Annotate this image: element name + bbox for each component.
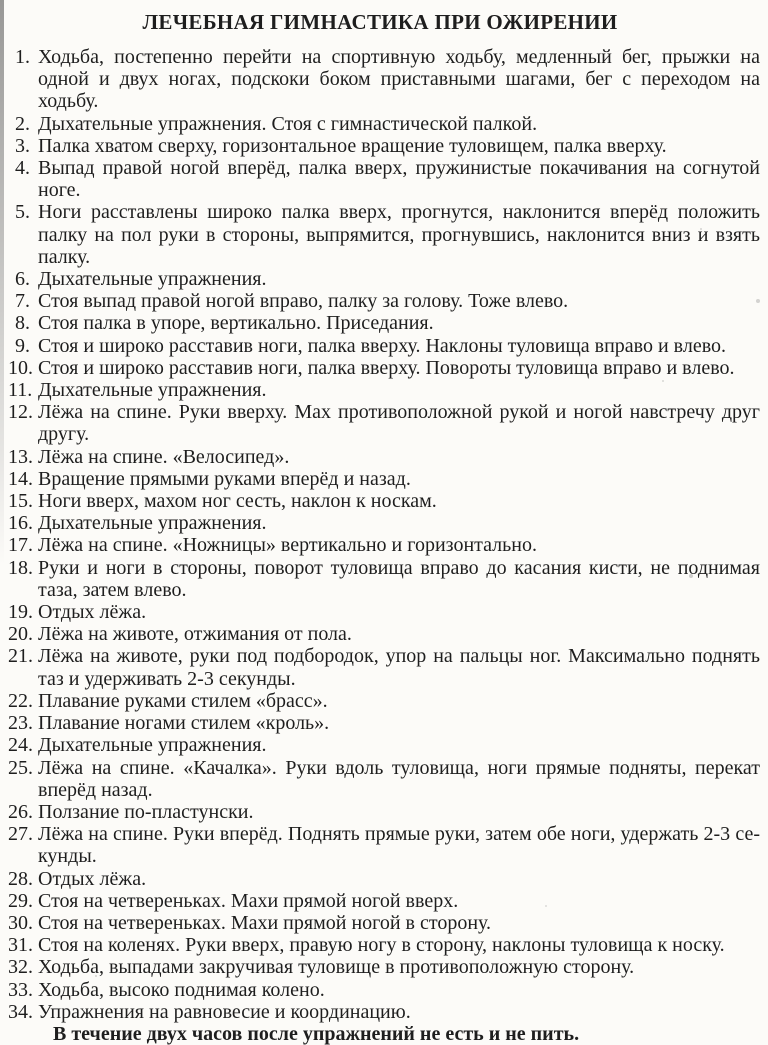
exercise-text: Стоя и широко расставив ноги, палка вверху. Наклоны туловища вправо и влево. [38, 334, 727, 357]
exercise-item [0, 890, 760, 912]
exercise-item [0, 623, 760, 645]
footer-note: В течение двух часов после упражнений не есть и не пить. [53, 1022, 580, 1045]
exercise-number: 28. [8, 867, 33, 890]
exercise-number: 31. [8, 934, 33, 957]
exercise-item [0, 468, 760, 490]
exercise-item [0, 979, 760, 1001]
exercise-item [0, 335, 760, 357]
scan-noise [0, 0, 2, 2]
exercise-text: Лёжа на спине. «Велосипед». [38, 445, 290, 468]
exercise-text: Вращение прямыми руками вперёд и назад. [38, 467, 411, 490]
exercise-item [0, 312, 760, 334]
exercise-item [0, 601, 760, 623]
exercise-text: Лёжа на животе, руки под подбородок, упор на пальцы ног. Максимально поднять таз и удерживать 2-3 секунды. [38, 645, 760, 690]
exercise-text: Лёжа на спине. «Ножницы» вертикально и горизонтально. [38, 534, 537, 557]
exercise-text: Стоя выпад правой ногой вправо, палку за голову. Тоже влево. [38, 290, 569, 313]
exercise-text: Лёжа на спине. Руки вперёд. Поднять прямые руки, затем обе ноги, удержать 2-3 секунды. [38, 823, 760, 868]
exercise-text: Выпад правой ногой вперёд, палка вверх, пружинистые покачивания на согнутой ноге. [38, 157, 760, 202]
exercise-item [0, 734, 760, 756]
exercise-number: 11. [8, 379, 33, 402]
exercise-text: Ходьба, высоко поднимая колено. [38, 978, 325, 1001]
exercise-item [0, 490, 760, 512]
exercise-item [0, 379, 760, 401]
exercise-item [0, 446, 760, 468]
exercise-text: Дыхательные упражнения. [38, 268, 267, 291]
exercise-number: 10. [8, 356, 33, 379]
exercise-item [0, 201, 760, 268]
exercise-number: 21. [8, 645, 33, 668]
exercise-item [0, 113, 760, 135]
exercise-text: Дыхательные упражнения. Стоя с гимнастической палкой. [38, 112, 538, 135]
exercise-number: 30. [8, 911, 33, 934]
exercise-item [0, 512, 760, 534]
exercise-number: 6. [15, 268, 30, 291]
exercise-number: 7. [15, 290, 30, 313]
exercise-item [0, 934, 760, 956]
exercise-item [0, 268, 760, 290]
exercise-item [0, 712, 760, 734]
exercise-item [0, 690, 760, 712]
exercise-list [0, 46, 760, 1023]
exercise-text: Дыхательные упражнения. [38, 734, 267, 757]
exercise-number: 14. [8, 467, 33, 490]
exercise-number: 4. [15, 157, 30, 180]
exercise-item [0, 645, 760, 689]
exercise-text: Ходьба, постепенно перейти на спортивную ходьбу, медленный бег, прыжки на одной и двух ногах, подскоки боком приставными шагами, бег с переходом на ходьбу. [38, 46, 760, 113]
exercise-item [0, 157, 760, 201]
exercise-item [0, 757, 760, 801]
exercise-item [0, 801, 760, 823]
exercise-number: 25. [8, 756, 33, 779]
exercise-number: 29. [8, 889, 33, 912]
exercise-number: 18. [8, 556, 33, 579]
exercise-text: Руки и ноги в стороны, поворот туловища вправо до касания кисти, не поднимая таза, затем влево. [38, 556, 760, 601]
exercise-text: Лёжа на спине. «Качалка». Руки вдоль туловища, ноги прямые подняты, перекат вперёд назад. [38, 756, 760, 801]
exercise-item [0, 823, 760, 867]
exercise-text: Ноги вверх, махом ног сесть, наклон к носкам. [38, 490, 437, 513]
exercise-number: 32. [8, 956, 33, 979]
exercise-text: Стоя на четвереньках. Махи прямой ногой в сторону. [38, 911, 492, 934]
page-title: ЛЕЧЕБНАЯ ГИМНАСТИКА ПРИ ОЖИРЕНИИ [142, 10, 618, 34]
exercise-item [0, 956, 760, 978]
exercise-text: Плавание ногами стилем «кроль». [38, 712, 330, 735]
exercise-text: Лёжа на животе, отжимания от пола. [38, 623, 352, 646]
exercise-number: 3. [15, 134, 30, 157]
exercise-number: 17. [8, 534, 33, 557]
exercise-number: 33. [8, 978, 33, 1001]
exercise-item [0, 46, 760, 113]
exercise-text: Ползание по-пластунски. [38, 800, 254, 823]
exercise-text: Стоя на четвереньках. Махи прямой ногой вверх. [38, 889, 459, 912]
exercise-number: 26. [8, 800, 33, 823]
exercise-text: Ноги расставлены широко палка вверх, прогнутся, наклонится вперёд положить палку на пол руки в стороны, выпрямится, прогнувшись, наклонится вниз и взять палку. [38, 201, 760, 268]
exercise-number: 5. [15, 201, 30, 224]
exercise-item [0, 290, 760, 312]
exercise-number: 23. [8, 712, 33, 735]
exercise-text: Ходьба, выпадами закручивая туловище в противоположную сторону. [38, 956, 635, 979]
exercise-number: 15. [8, 490, 33, 513]
exercise-number: 20. [8, 623, 33, 646]
exercise-item [0, 534, 760, 556]
exercise-item [0, 357, 760, 379]
exercise-number: 13. [8, 445, 33, 468]
exercise-number: 27. [8, 823, 33, 846]
exercise-text: Стоя палка в упоре, вертикально. Приседания. [38, 312, 434, 335]
exercise-text: Стоя и широко расставив ноги, палка вверху. Повороты туловища вправо и влево. [38, 356, 735, 379]
exercise-number: 16. [8, 512, 33, 535]
exercise-item [0, 135, 760, 157]
exercise-item [0, 868, 760, 890]
exercise-number: 12. [8, 401, 33, 424]
exercise-text: Дыхательные упражнения. [38, 379, 267, 402]
exercise-number: 34. [8, 1000, 33, 1023]
exercise-text: Отдых лёжа. [38, 867, 147, 890]
exercise-text: Стоя на коленях. Руки вверх, правую ногу в сторону, наклоны туловища к носку. [38, 934, 725, 957]
exercise-item [0, 401, 760, 445]
exercise-number: 1. [15, 46, 30, 68]
exercise-item [0, 912, 760, 934]
exercise-number: 19. [8, 601, 33, 624]
exercise-number: 9. [15, 334, 30, 357]
exercise-number: 2. [15, 112, 30, 135]
exercise-text: Лёжа на спине. Руки вверху. Мах противоположной рукой и ногой навстречу друг другу. [38, 401, 760, 446]
exercise-text: Палка хватом сверху, горизонтальное вращение туловищем, палка вверху. [38, 134, 667, 157]
exercise-number: 24. [8, 734, 33, 757]
exercise-item [0, 557, 760, 601]
exercise-text: Упражнения на равновесие и координацию. [38, 1000, 411, 1023]
exercise-number: 22. [8, 689, 33, 712]
exercise-number: 8. [15, 312, 30, 335]
exercise-text: Дыхательные упражнения. [38, 512, 267, 535]
exercise-text: Плавание руками стилем «брасс». [38, 689, 328, 712]
exercise-text: Отдых лёжа. [38, 601, 147, 624]
exercise-item [0, 1001, 760, 1023]
